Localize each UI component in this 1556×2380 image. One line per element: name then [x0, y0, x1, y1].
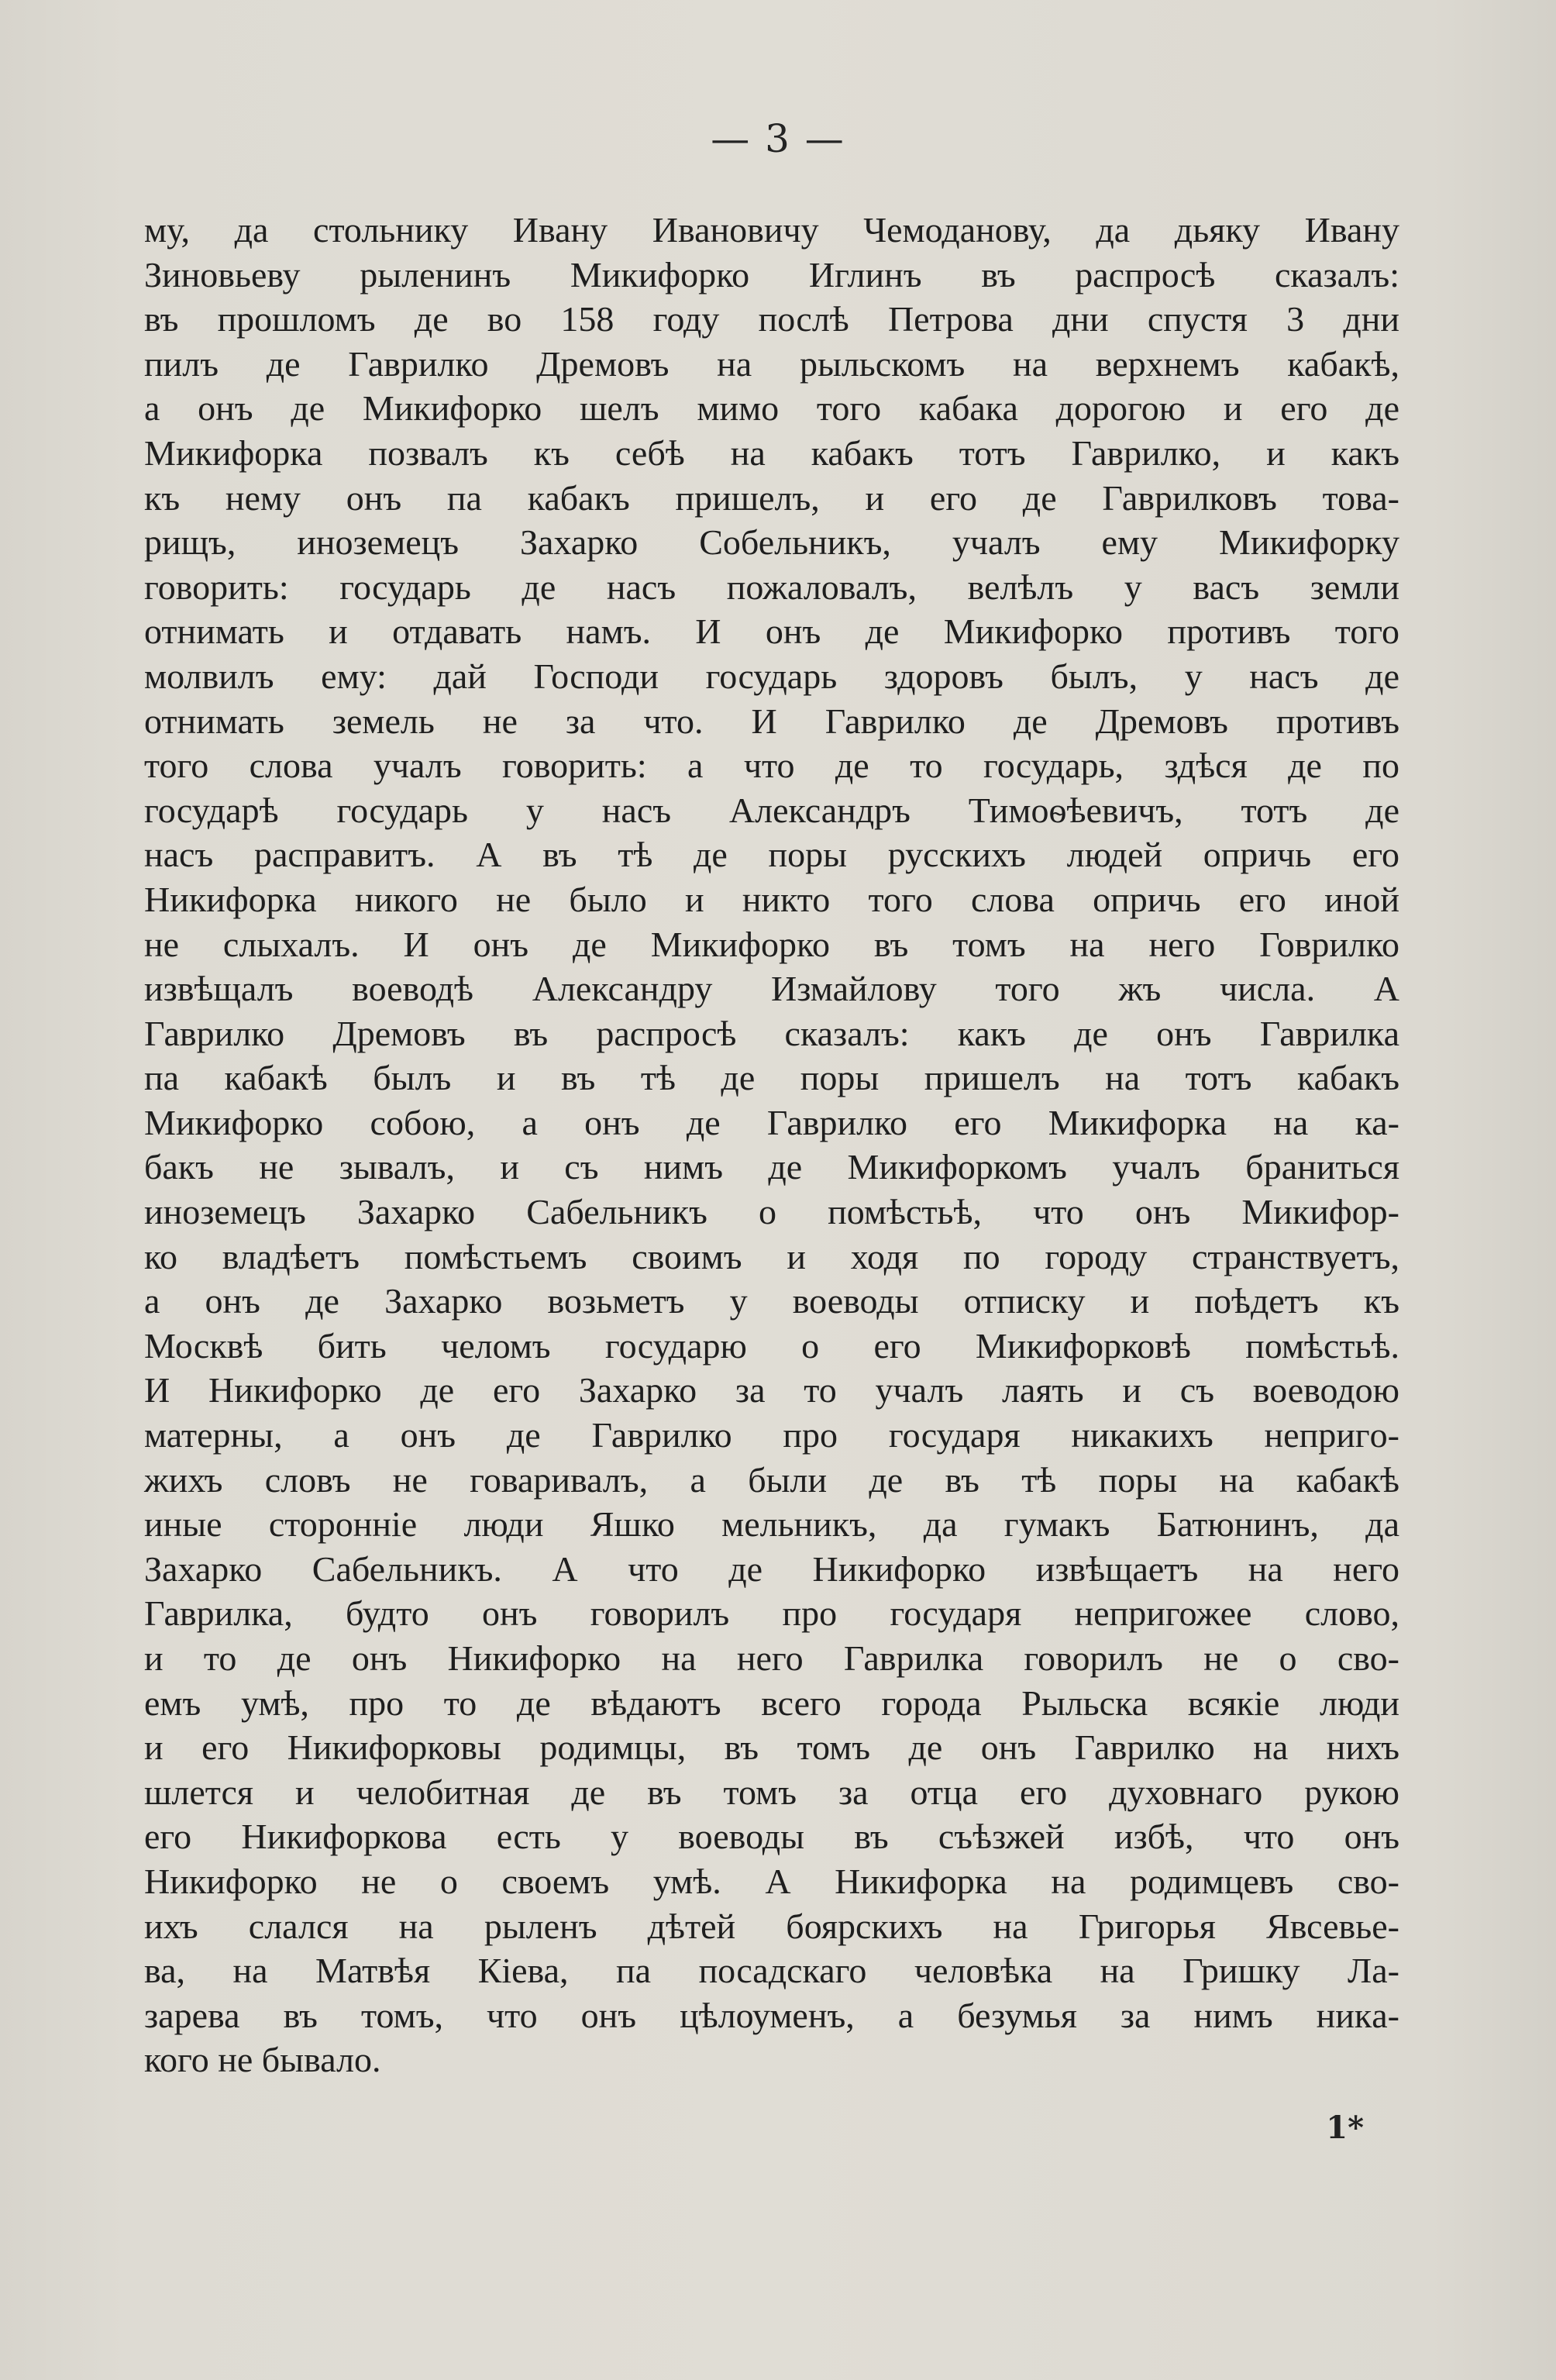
text-line: Гаврилко Дремовъ въ распросѣ сказалъ: какъ де онъ Гаврилка	[144, 1013, 1399, 1053]
text-line: Захарко Сабельникъ. А что де Никифорко извѣщаетъ на него	[144, 1548, 1399, 1589]
text-line: а онъ де Микифорко шелъ мимо того кабака дорогою и его де	[144, 388, 1399, 429]
text-line: ва, на Матвѣя Кіева, па посадскаго человѣка на Гришку Ла-	[144, 1951, 1399, 1991]
text-line: му, да стольнику Ивану Ивановичу Чемоданову, да дьяку Ивану	[144, 210, 1399, 250]
text-line: иные сторонніе люди Яшко мельникъ, да гумакъ Батюнинъ, да	[144, 1504, 1399, 1545]
text-line: Москвѣ бить челомъ государю о его Микифорковѣ помѣстьѣ.	[144, 1325, 1399, 1366]
text-line: Никифорка никого не было и никто того слова опричь его иной	[144, 879, 1399, 919]
text-line: Микифорко собою, а онъ де Гаврилко его Микифорка на ка-	[144, 1102, 1399, 1142]
text-line: И Никифорко де его Захарко за то учалъ лаять и съ воеводою	[144, 1370, 1399, 1410]
text-line: говорить: государь де насъ пожаловалъ, велѣлъ у васъ земли	[144, 567, 1399, 607]
text-line: иноземецъ Захарко Сабельникъ о помѣстьѣ, что онъ Микифор-	[144, 1192, 1399, 1232]
text-line: бакъ не зывалъ, и съ нимъ де Микифоркомъ учалъ браниться	[144, 1147, 1399, 1187]
text-line: молвилъ ему: дай Господи государь здоровъ былъ, у насъ де	[144, 656, 1399, 696]
text-line: Зиновьеву рыленинъ Микифорко Иглинъ въ распросѣ сказалъ:	[144, 254, 1399, 294]
text-line: ихъ слался на рыленъ дѣтей боярскихъ на Григорья Явсевье-	[144, 1906, 1399, 1946]
text-line: ко владѣетъ помѣстьемъ своимъ и ходя по городу странствуетъ,	[144, 1236, 1399, 1276]
text-line: государѣ государь у насъ Александръ Тимоѳѣевичъ, тотъ де	[144, 790, 1399, 830]
text-line: извѣщалъ воеводѣ Александру Измайлову того жъ числа. А	[144, 969, 1399, 1009]
text-line: а онъ де Захарко возьметъ у воеводы отписку и поѣдетъ къ	[144, 1281, 1399, 1321]
text-line: и то де онъ Никифорко на него Гаврилка говорилъ не о сво-	[144, 1638, 1399, 1678]
text-line: шлется и челобитная де въ томъ за отца его духовнаго рукою	[144, 1772, 1399, 1812]
text-line: зарева въ томъ, что онъ цѣлоуменъ, а безумья за нимъ никa-	[144, 1995, 1399, 2035]
text-line: пилъ де Гаврилко Дремовъ на рыльскомъ на верхнемъ кабакѣ,	[144, 343, 1399, 384]
text-line: и его Никифорковы родимцы, въ томъ де онъ Гаврилко на нихъ	[144, 1727, 1399, 1768]
text-line: Никифорко не о своемъ умѣ. А Никифорка на родимцевъ сво-	[144, 1861, 1399, 1901]
text-line: Гаврилка, будто онъ говорилъ про государя непригожее слово,	[144, 1593, 1399, 1634]
text-line: емъ умѣ, про то де вѣдаютъ всего города Рыльска всякіе люди	[144, 1683, 1399, 1723]
text-body	[144, 208, 1399, 2082]
text-line: насъ расправитъ. А въ тѣ де поры русскихъ людей опричь его	[144, 835, 1399, 875]
text-line: къ нему онъ па кабакъ пришелъ, и его де Гаврилковъ това-	[144, 477, 1399, 518]
text-line: того слова учалъ говорить: а что де то государь, здѣся де по	[144, 746, 1399, 786]
signature-mark: 1*	[1326, 2110, 1364, 2146]
text-line: па кабакѣ былъ и въ тѣ де поры пришелъ на тотъ кабакъ	[144, 1058, 1399, 1098]
text-line: не слыхалъ. И онъ де Микифорко въ томъ на него Говрилко	[144, 924, 1399, 964]
text-line: кого не бывало.	[144, 2040, 381, 2080]
page-number: — 3 —	[711, 116, 845, 161]
text-line: Микифорка позвалъ къ себѣ на кабакъ тотъ Гаврилко, и какъ	[144, 432, 1399, 473]
text-line: отнимать земель не за что. И Гаврилко де Дремовъ противъ	[144, 701, 1399, 741]
text-line: рищъ, иноземецъ Захарко Собельникъ, учалъ ему Микифорку	[144, 522, 1399, 563]
text-line: его Никифоркова есть у воеводы въ съѣзжей избѣ, что онъ	[144, 1817, 1399, 1857]
text-line: жихъ словъ не говаривалъ, а были де въ тѣ поры на кабакѣ	[144, 1459, 1399, 1500]
text-line: въ прошломъ де во 158 году послѣ Петрова дни спустя 3 дни	[144, 299, 1399, 339]
text-line: отнимать и отдавать намъ. И онъ де Микифорко противъ того	[144, 611, 1399, 652]
text-line: матерны, а онъ де Гаврилко про государя никакихъ непригo-	[144, 1415, 1399, 1455]
